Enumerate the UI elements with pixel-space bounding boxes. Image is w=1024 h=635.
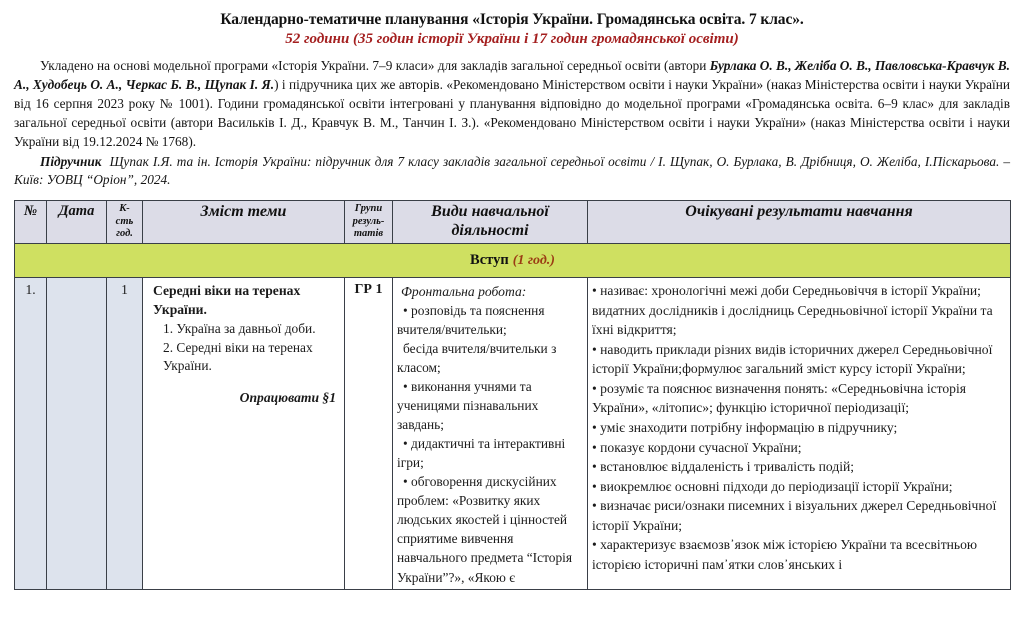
cell-topic — [143, 278, 345, 590]
cell-hours: 1 — [107, 278, 143, 590]
column-header-activities: Види навчальної діяльності — [393, 201, 588, 244]
list-item: • називає: хронологічні межі доби Середньовіччя в історії України; видатних дослідників і дослідниць Середньовічної історії України та їхні відкриття; — [592, 283, 993, 338]
intro-paragraph-textbook — [14, 153, 1010, 191]
list-item: • розуміє та пояснює визначення понять: «Середньовічна історія України», «літопис»; функцію історичної періодизації; — [592, 380, 967, 416]
intro-paragraph-program — [14, 57, 1010, 151]
list-item: • обговорення дискусійних проблем: «Розвитку яких людських якостей і цінностей сприятиме вивчення навчального предмета “Історія України”?», «Якою є — [397, 474, 573, 585]
table-header-row — [15, 201, 1011, 244]
section-row-cell — [15, 244, 1011, 278]
topic-subitems — [147, 320, 340, 376]
list-item: • визначає риси/ознаки писемних і візуальних джерел Середньовічної історії України; — [592, 498, 997, 533]
intro-text-before-authors: Укладено на основі модельної програми «Історія України. 7–9 класи» для закладів загальної середньої освіти (автори — [40, 58, 710, 74]
list-item: • виокремлює основні підходи до періодизації історії України; — [592, 478, 953, 494]
cell-activities — [393, 278, 588, 590]
column-header-groups: Групи резуль-татів — [345, 201, 393, 244]
list-item: • розповідь та пояснення вчителя/вчительки; — [397, 303, 545, 338]
section-row-vstup — [15, 244, 1011, 278]
topic-title: Середні віки на теренах України. — [153, 283, 301, 317]
list-item: • встановлює віддаленість і тривалість подій; — [592, 459, 855, 475]
column-header-number: № — [15, 201, 47, 244]
list-item: • уміє знаходити потрібну інформацію в підручнику; — [592, 419, 898, 435]
textbook-label: Підручник — [40, 153, 102, 169]
column-header-hours: К-сть год. — [107, 201, 143, 244]
cell-date[interactable] — [47, 278, 107, 590]
textbook-value: Щупак І.Я. та ін. Історія України: підручник для 7 класу закладів загальної середньої освіти / І. Щупак, О. Бурлака, В. Дрібниця, О. Желіба, І.Піскарьова — [109, 153, 996, 169]
list-item: • виконання учнями та ученицями пізнавальних завдань; — [397, 379, 539, 433]
table-body — [15, 244, 1011, 590]
intro-authors: Бурлака О. В., Желіба О. В., Павловська-Кравчук В. А., Худобець О. А., Черкас Б. В., Щупак І. Я. — [14, 58, 1010, 92]
calendar-planning-table — [14, 200, 1011, 589]
list-item: • наводить приклади різних видів історичних джерел Середньовічної історії України;формулює загальний зміст курсу історії України; — [592, 341, 993, 377]
table-header — [15, 201, 1011, 244]
results-list — [592, 281, 1006, 574]
activities-heading: Фронтальна робота: — [401, 284, 527, 300]
page-title: Календарно-тематичне планування «Історія України. Громадянська освіта. 7 клас». — [220, 11, 804, 28]
cell-result-group: ГР 1 — [345, 278, 393, 590]
section-title: Вступ — [470, 252, 509, 269]
column-header-results: Очікувані результати навчання — [588, 201, 1011, 244]
table-row — [15, 278, 1011, 590]
column-header-topic: Зміст теми — [143, 201, 345, 244]
topic-subitem: 1. Україна за давньої доби. — [163, 321, 316, 336]
activities-list — [397, 301, 583, 586]
column-header-date: Дата — [47, 201, 107, 244]
intro-section — [14, 57, 1010, 190]
textbook-imprint: . – Київ: УОВЦ “Оріон”, 2024. — [14, 153, 1010, 188]
list-item: • дидактичні та інтерактивні ігри; — [397, 436, 566, 471]
topic-subitem: 2. Середні віки на теренах України. — [163, 339, 313, 373]
list-item: • показує кордони сучасної України; — [592, 439, 802, 455]
list-item: • характеризує взаємозв᾽язок між історією України та всесвітньою історією історичні пам᾽ятки слов᾽янських і — [592, 537, 978, 572]
topic-homework: Опрацювати §1 — [239, 389, 336, 405]
intro-text-after-authors: ) і підручника цих же авторів. «Рекомендовано Міністерством освіти і науки України» (наказ Міністерства освіти і науки України від 16 серпня 2023 року № 1001). Години громадянської освіти інтегровані у планування відповідно до модельної програми «Громадянська освіта. 6–9 клас» для закладів загальної середньої освіти (автори Васильків І. Д., Кравчук В. М., Танчин І. З.). «Рекомендовано Міністерством освіти і науки України» (наказ Міністерства освіти і науки України від 19.12.2024 № 1768). — [14, 77, 1010, 149]
list-item: бесіда вчителя/вчительки з класом; — [397, 341, 557, 376]
cell-lesson-number: 1. — [15, 278, 47, 590]
page-subtitle: 52 години (35 годин історії України і 17 годин громадянської освіти) — [285, 31, 739, 48]
cell-expected-results — [588, 278, 1011, 590]
section-hours: (1 год.) — [512, 253, 555, 269]
